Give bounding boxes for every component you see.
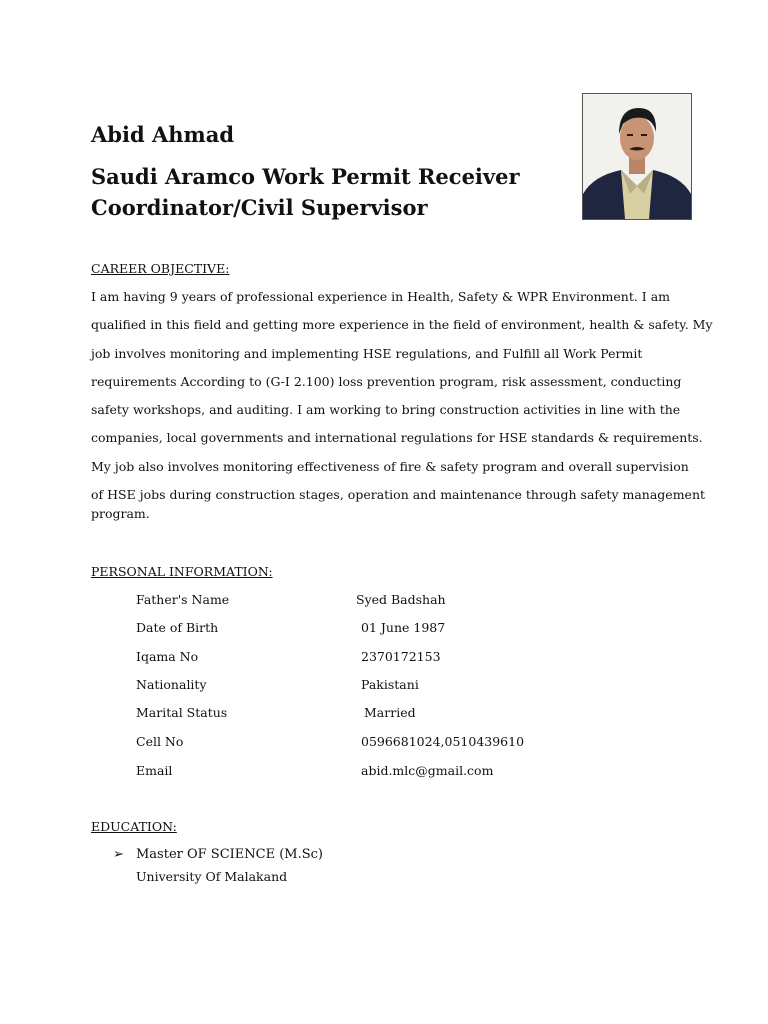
objective-line: I am having 9 years of professional experience in Health, Safety & WPR Environment. I am bbox=[91, 289, 671, 304]
career-objective-text bbox=[91, 289, 713, 534]
career-objective-heading: CAREER OBJECTIVE: bbox=[91, 261, 230, 276]
objective-line: program. bbox=[91, 506, 150, 522]
info-value: abid.mlc@gmail.com bbox=[361, 763, 494, 778]
objective-line: job involves monitoring and implementing HSE regulations, and Fulfill all Work Permit bbox=[91, 345, 643, 361]
info-label: Email bbox=[136, 763, 173, 778]
info-value: 0596681024,0510439610 bbox=[361, 734, 525, 749]
info-row-nationality bbox=[136, 677, 636, 695]
education-heading: EDUCATION: bbox=[91, 819, 177, 834]
objective-line: safety workshops, and auditing. I am working to bring construction activities in line with the bbox=[91, 402, 681, 418]
info-value: Pakistani bbox=[361, 677, 419, 692]
info-row-iqama-no bbox=[136, 649, 636, 667]
info-value: Syed Badshah bbox=[356, 592, 446, 607]
info-label: Cell No bbox=[136, 734, 184, 749]
candidate-name: Abid Ahmad bbox=[91, 122, 235, 147]
info-label: Iqama No bbox=[136, 649, 199, 664]
info-label: Date of Birth bbox=[136, 620, 219, 635]
education-university: University Of Malakand bbox=[136, 869, 288, 884]
info-value: Married bbox=[364, 705, 416, 720]
profile-photo bbox=[582, 93, 692, 220]
info-row-fathers-name bbox=[136, 592, 636, 610]
objective-line: My job also involves monitoring effectiveness of fire & safety program and overall supervision bbox=[91, 458, 689, 474]
info-label: Marital Status bbox=[136, 705, 228, 720]
objective-line: requirements According to (G-I 2.100) loss prevention program, risk assessment, conducting bbox=[91, 373, 682, 389]
job-title-line-2: Coordinator/Civil Supervisor bbox=[91, 195, 428, 220]
objective-line: companies, local governments and international regulations for HSE standards & requirements. bbox=[91, 430, 703, 446]
objective-line: of HSE jobs during construction stages, operation and maintenance through safety management bbox=[91, 487, 706, 503]
info-label: Father's Name bbox=[136, 592, 230, 607]
job-title bbox=[91, 161, 531, 223]
education-degree: Master OF SCIENCE (M.Sc) bbox=[136, 847, 324, 862]
info-row-email bbox=[136, 763, 636, 781]
info-row-marital-status bbox=[136, 705, 636, 723]
arrow-bullet-icon: ➢ bbox=[113, 847, 124, 862]
info-label: Nationality bbox=[136, 677, 207, 692]
info-value: 01 June 1987 bbox=[361, 620, 446, 635]
personal-info-heading: PERSONAL INFORMATION: bbox=[91, 564, 273, 579]
job-title-line-1: Saudi Aramco Work Permit Receiver bbox=[91, 164, 520, 189]
info-row-date-of-birth bbox=[136, 620, 636, 638]
objective-line: qualified in this field and getting more experience in the field of environment, health & safety. My bbox=[91, 317, 713, 333]
info-row-cell-no bbox=[136, 734, 636, 752]
person-portrait-icon bbox=[583, 94, 691, 219]
info-value: 2370172153 bbox=[361, 649, 441, 664]
